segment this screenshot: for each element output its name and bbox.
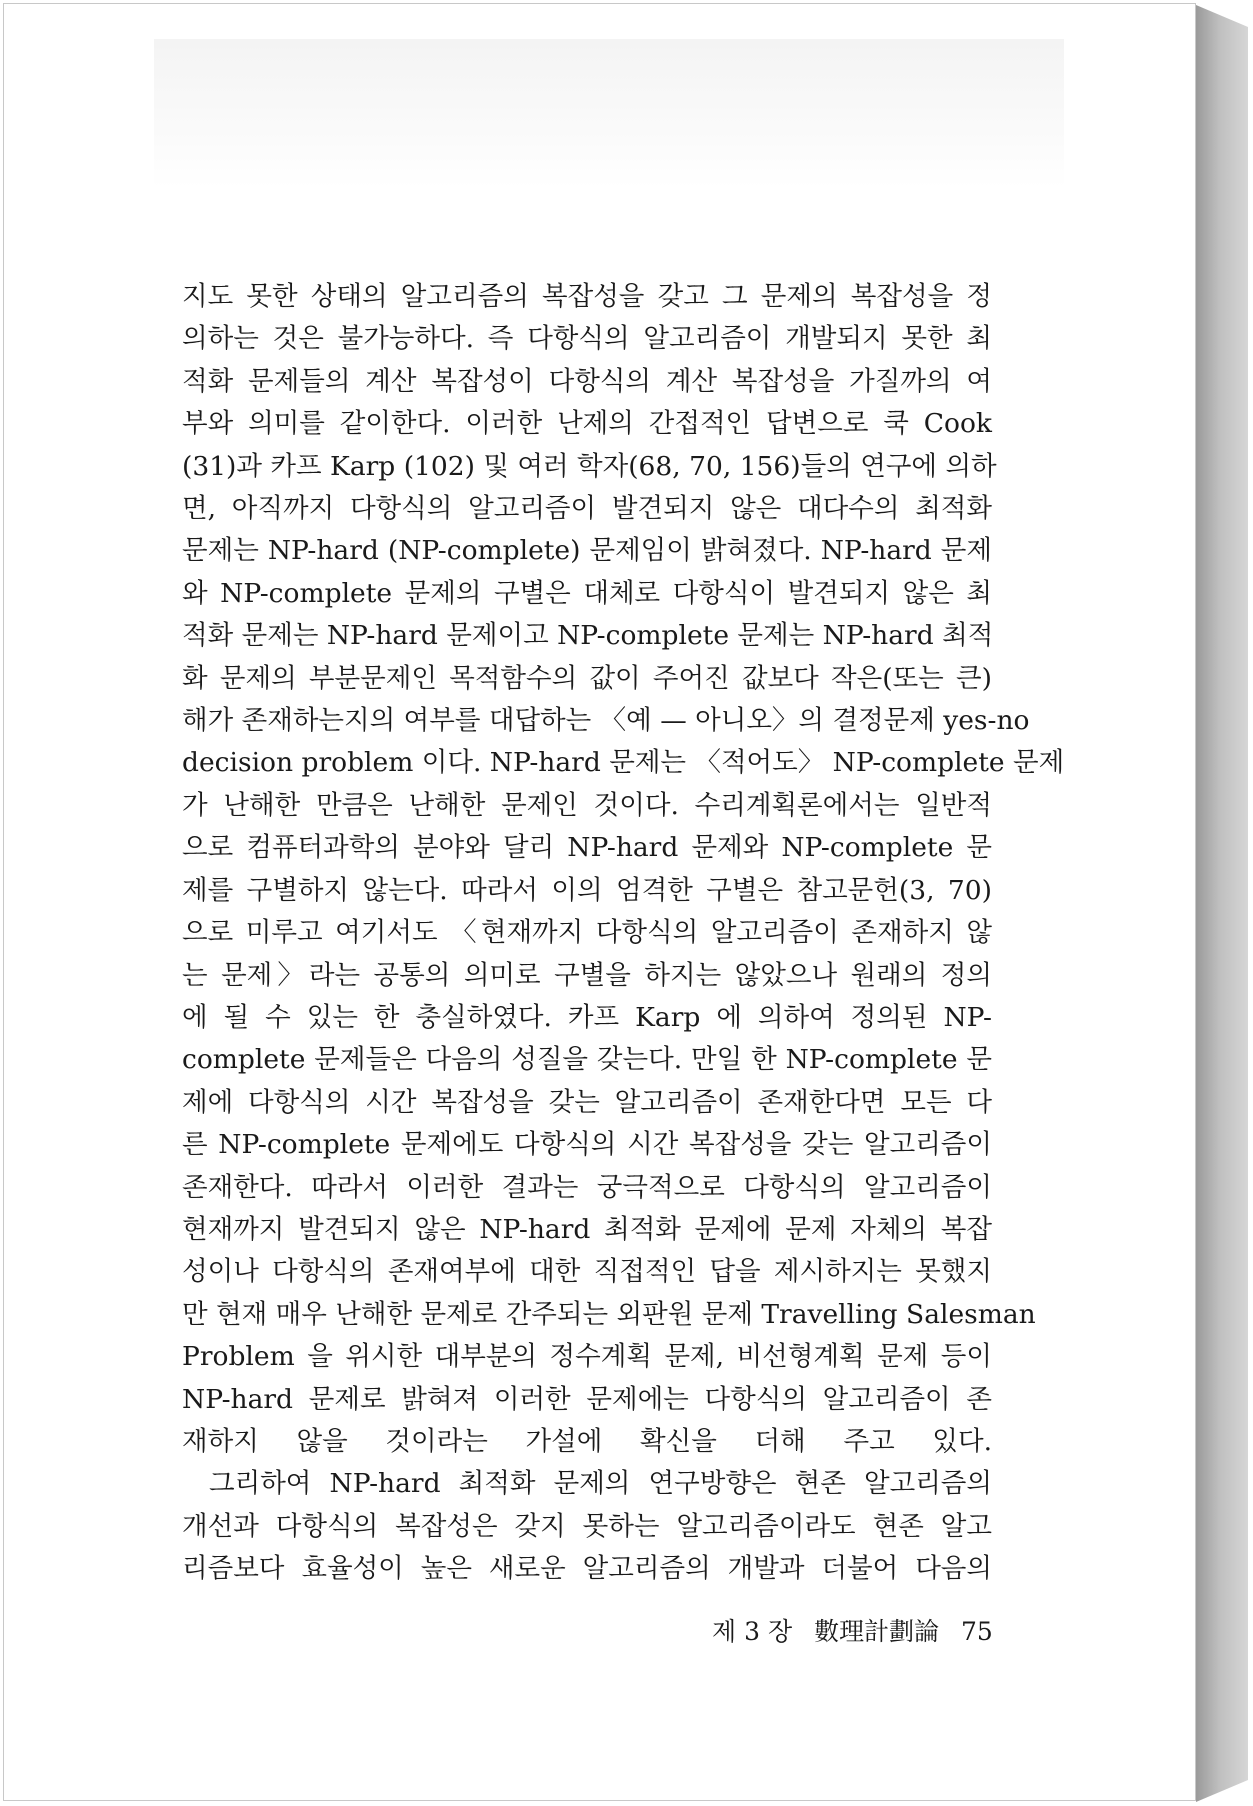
text-line: 화 문제의 부분문제인 목적함수의 값이 주어진 값보다 작은(또는 큰) — [182, 662, 992, 694]
text-line: 존재한다. 따라서 이러한 결과는 궁극적으로 다항식의 알고리즘이 — [182, 1171, 992, 1203]
text-line: 의하는 것은 불가능하다. 즉 다항식의 알고리즘이 개발되지 못한 최 — [182, 323, 992, 355]
page-number: 75 — [961, 1617, 993, 1646]
text-line: 가 난해한 만큼은 난해한 문제인 것이다. 수리계획론에서는 일반적 — [182, 789, 992, 821]
text-line: 면, 아직까지 다항식의 알고리즘이 발견되지 않은 대다수의 최적화 — [182, 493, 992, 525]
text-line: 현재까지 발견되지 않은 NP-hard 최적화 문제에 문제 자체의 복잡 — [182, 1213, 992, 1245]
text-line: 와 NP-complete 문제의 구별은 대체로 다항식이 발견되지 않은 최 — [182, 577, 992, 609]
page-footer — [712, 1612, 1007, 1648]
page-edge-shadow — [1196, 5, 1248, 1802]
text-line: NP-hard 문제로 밝혀져 이러한 문제에는 다항식의 알고리즘이 존 — [182, 1383, 992, 1415]
text-line: 해가 존재하는지의 여부를 대답하는 〈예 — 아니오〉의 결정문제 yes-no — [182, 705, 1030, 737]
text-line: 문제는 NP-hard (NP-complete) 문제임이 밝혀졌다. NP-hard 문제 — [182, 535, 992, 567]
text-line: 리즘보다 효율성이 높은 새로운 알고리즘의 개발과 더불어 다음의 — [182, 1553, 992, 1585]
text-line: 적화 문제는 NP-hard 문제이고 NP-complete 문제는 NP-hard 최적 — [182, 620, 994, 652]
text-line: Problem 을 위시한 대부분의 정수계획 문제, 비선형계획 문제 등이 — [182, 1341, 992, 1373]
chapter-title: 數理計劃論 — [814, 1617, 940, 1646]
text-line: 으로 미루고 여기서도 〈현재까지 다항식의 알고리즘이 존재하지 않 — [182, 917, 992, 949]
text-line: 제에 다항식의 시간 복잡성을 갖는 알고리즘이 존재한다면 모든 다 — [182, 1086, 992, 1118]
text-line: 제를 구별하지 않는다. 따라서 이의 엄격한 구별은 참고문헌(3, 70) — [182, 874, 992, 906]
text-line: 성이나 다항식의 존재여부에 대한 직접적인 답을 제시하지는 못했지 — [182, 1256, 992, 1288]
text-line-paragraph-end: 재하지 않을 것이라는 가설에 확신을 더해 주고 있다. — [182, 1425, 992, 1457]
text-line: 만 현재 매우 난해한 문제로 간주되는 외판원 문제 Travelling Salesman — [182, 1298, 1036, 1330]
text-line: 른 NP-complete 문제에도 다항식의 시간 복잡성을 갖는 알고리즘이 — [182, 1129, 992, 1161]
text-line: (31)과 카프 Karp (102) 및 여러 학자(68, 70, 156)들의 연구에 의하 — [182, 450, 997, 482]
scan-shading — [154, 39, 1064, 189]
chapter-label: 제 3 장 — [712, 1617, 793, 1646]
text-line: 는 문제〉라는 공통의 의미로 구별을 하지는 않았으나 원래의 정의 — [182, 959, 992, 991]
text-line: decision problem 이다. NP-hard 문제는 〈적어도〉 NP-complete 문제 — [182, 747, 1065, 779]
text-line: 으로 컴퓨터과학의 분야와 달리 NP-hard 문제와 NP-complete 문 — [182, 832, 992, 864]
text-line: 지도 못한 상태의 알고리즘의 복잡성을 갖고 그 문제의 복잡성을 정 — [182, 281, 992, 312]
text-line: 에 될 수 있는 한 충실하였다. 카프 Karp 에 의하여 정의된 NP- — [182, 1001, 992, 1033]
text-line: complete 문제들은 다음의 성질을 갖는다. 만일 한 NP-complete 문 — [182, 1044, 992, 1076]
text-line: 적화 문제들의 계산 복잡성이 다항식의 계산 복잡성을 가질까의 여 — [182, 365, 992, 397]
text-line: 개선과 다항식의 복잡성은 갖지 못하는 알고리즘이라도 현존 알고 — [182, 1510, 992, 1542]
text-line-paragraph-start: 그리하여 NP-hard 최적화 문제의 연구방향은 현존 알고리즘의 — [209, 1468, 992, 1500]
page-body-text — [182, 276, 1065, 1591]
text-line: 부와 의미를 같이한다. 이러한 난제의 간접적인 답변으로 쿡 Cook — [182, 408, 992, 440]
